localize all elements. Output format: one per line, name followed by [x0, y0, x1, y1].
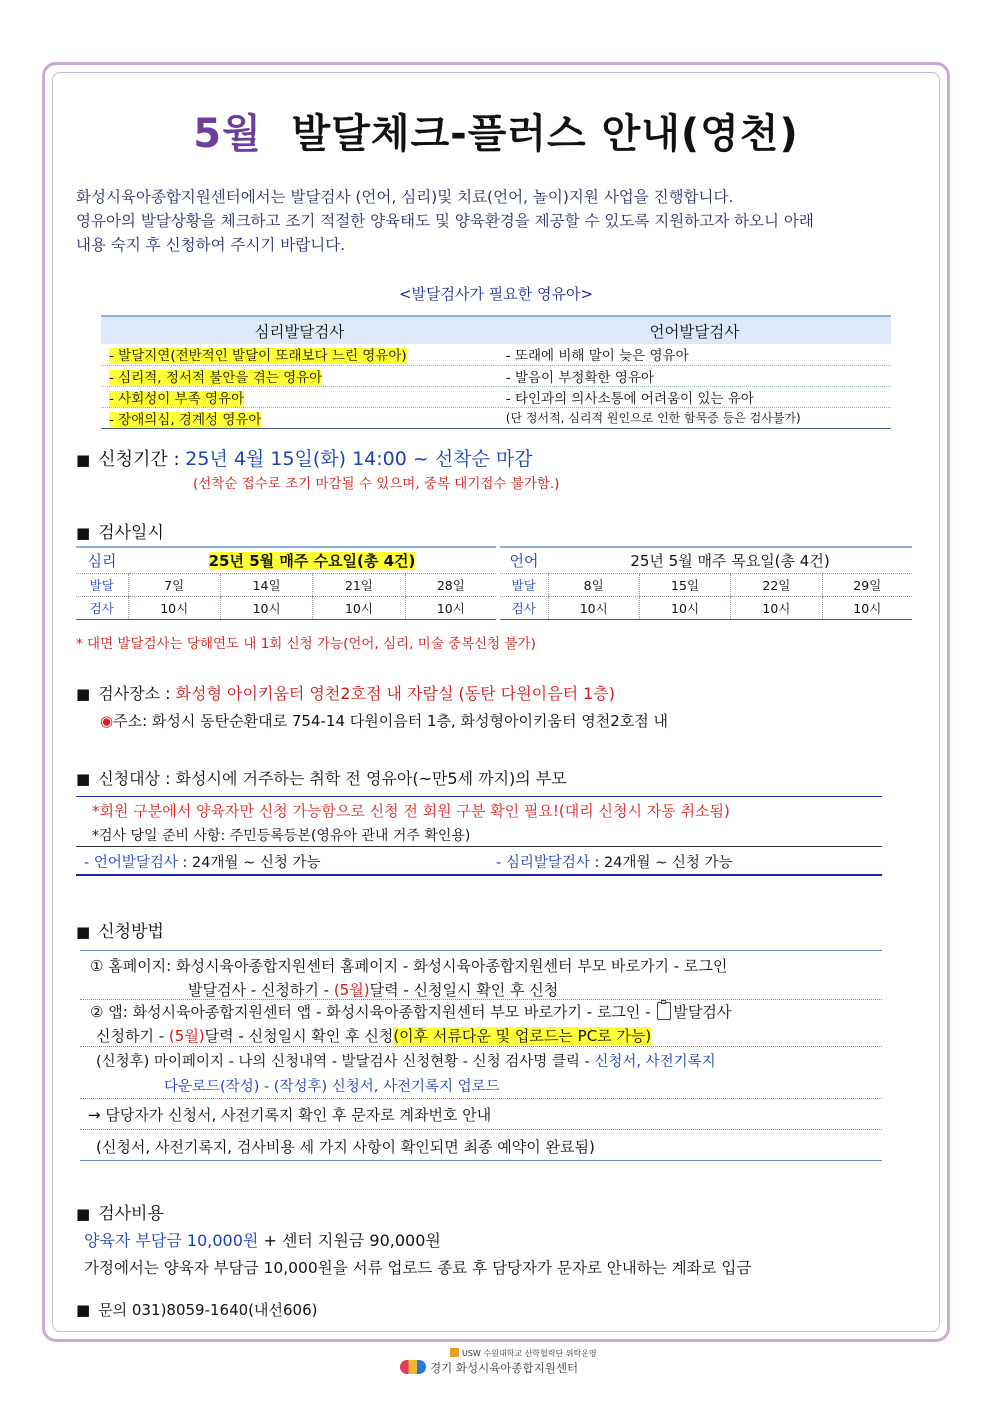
- contact: ■ 문의 031)8059-1640(내선606): [76, 1301, 318, 1319]
- method-line-4: → 담당자가 신청서, 사전기록지 확인 후 문자로 계좌번호 안내: [88, 1106, 492, 1124]
- method-label: ■ 신청방법: [76, 922, 164, 942]
- target-psy: - 심리발달검사 : 24개월 ~ 신청 가능: [496, 855, 733, 871]
- target-prep: *검사 당일 준비 사항: 주민등록등본(영유아 관내 거주 확인용): [92, 828, 471, 844]
- need-lang-4: (단 정서적, 심리적 원인으로 인한 함묵증 등은 검사불가): [498, 407, 891, 428]
- need-lang-1: - 또래에 비해 말이 늦은 영유아: [498, 344, 891, 365]
- method-line-3a: (신청후) 마이페이지 - 나의 신청내역 - 발달검사 신청현황 - 신청 검사명 클릭 - 신청서, 사전기록지: [96, 1054, 716, 1070]
- method-top-rule: [80, 950, 882, 951]
- square-icon: ■: [76, 1205, 91, 1223]
- footer-top: USW 수원대학교 산학협력단 위탁운영: [450, 1348, 597, 1359]
- target-mid-rule: [76, 846, 882, 847]
- target-warning: *회원 구분에서 양육자만 신청 가능함으로 신청 전 회원 구분 확인 필요!(대리 신청시 자동 취소됨): [92, 802, 730, 820]
- page-title: 5월 발달체크-플러스 안내(영천): [193, 111, 799, 157]
- psy-schedule-head: 25년 5월 매주 수요일(총 4건): [208, 551, 416, 570]
- cost-line-1: 양육자 부담금 10,000원 + 센터 지원금 90,000원: [84, 1231, 441, 1250]
- need-psy-2: - 심리적, 정서적 불안을 겪는 영유아: [109, 369, 323, 386]
- apply-period: ■ 신청기간 : 25년 4월 15일(화) 14:00 ~ 선착순 마감: [76, 448, 533, 470]
- lang-schedule-table: 언어 25년 5월 매주 목요일(총 4건) 발달 8일 15일 22일 29일 검사 10시 10시 10시 10시: [500, 546, 912, 620]
- need-heading: <발달검사가 필요한 영유아>: [398, 285, 594, 303]
- need-lang-2: - 발음이 부정확한 영유아: [498, 365, 891, 386]
- lang-schedule-head: 25년 5월 매주 목요일(총 4건): [548, 547, 912, 573]
- method-bottom-rule: [80, 1160, 882, 1161]
- need-lang-3: - 타인과의 의사소통에 어려움이 있는 유아: [498, 386, 891, 407]
- psy-schedule-table: 심리 25년 5월 매주 수요일(총 4건) 발달 7일 14일 21일 28일 검사 10시 10시 10시 10시: [76, 546, 496, 620]
- center-logo-icon: [400, 1360, 426, 1374]
- method-line-5: (신청서, 사전기록지, 검사비용 세 가지 사항이 확인되면 최종 예약이 완료됨): [96, 1138, 595, 1156]
- target-bottom-rule: [76, 874, 882, 876]
- need-psy-4: - 장애의심, 경계성 영유아: [109, 411, 262, 428]
- cost-label: ■ 검사비용: [76, 1204, 164, 1224]
- method-line-1a: ① 홈페이지: 화성시육아종합지원센터 홈페이지 - 화성시육아종합지원센터 부모 바로가기 - 로그인: [90, 957, 728, 975]
- cost-line-2: 가정에서는 양육자 부담금 10,000원을 서류 업로드 종료 후 담당자가 문자로 안내하는 계좌로 입금: [84, 1259, 752, 1277]
- exam-date-label: ■ 검사일시: [76, 523, 164, 543]
- place: ■ 검사장소 : 화성형 아이키움터 영천2호점 내 자람실 (동탄 다원이음터 1층): [76, 684, 615, 703]
- need-table: [101, 315, 891, 429]
- square-icon: ■: [76, 923, 91, 941]
- square-icon: ■: [76, 451, 91, 469]
- need-psy-3: - 사회성이 부족 영유아: [109, 390, 245, 407]
- need-col-psy: 심리발달검사: [101, 316, 498, 344]
- square-icon: ■: [76, 1301, 91, 1319]
- usw-logo-icon: [450, 1348, 459, 1357]
- method-line-2a: ② 앱: 화성시육아종합지원센터 앱 - 화성시육아종합지원센터 부모 바로가기 - 로그인 - 발달검사: [90, 1001, 731, 1022]
- square-icon: ■: [76, 524, 91, 542]
- method-line-3b: 다운로드(작성) - (작성후) 신청서, 사전기록지 업로드: [164, 1079, 500, 1095]
- square-icon: ■: [76, 770, 91, 788]
- square-icon: ■: [76, 685, 91, 703]
- method-line-1b: 발달검사 - 신청하기 - (5월)달력 - 신청일시 확인 후 신청: [188, 981, 559, 999]
- clipboard-icon: [657, 1002, 671, 1020]
- intro-line-2: 영유아의 발달상황을 체크하고 조기 적절한 양육태도 및 양육환경을 제공할 수 있도록 지원하고자 하오니 아래: [76, 212, 814, 230]
- exam-date-note: * 대면 발달검사는 당해연도 내 1회 신청 가능(언어, 심리, 미술 중복신청 불가): [76, 636, 536, 652]
- need-psy-1: - 발달지연(전반적인 발달이 또래보다 느린 영유아): [109, 348, 407, 365]
- radio-icon: ◉: [100, 712, 114, 730]
- need-col-lang: 언어발달검사: [498, 316, 891, 344]
- intro-line-3: 내용 숙지 후 신청하여 주시기 바랍니다.: [76, 236, 346, 254]
- target-lang: - 언어발달검사 : 24개월 ~ 신청 가능: [84, 855, 321, 871]
- target: ■ 신청대상 : 화성시에 거주하는 취학 전 영유아(~만5세 까지)의 부모: [76, 769, 567, 788]
- method-line-2b: 신청하기 - (5월)달력 - 신청일시 확인 후 신청(이후 서류다운 및 업로드는 PC로 가능): [96, 1027, 652, 1045]
- apply-period-note: (선착순 접수로 조기 마감될 수 있으며, 중복 대기접수 불가함.): [193, 476, 560, 492]
- target-top-rule: [76, 796, 882, 797]
- intro-line-1: 화성시육아종합지원센터에서는 발달검사 (언어, 심리)및 치료(언어, 놀이)지원 사업을 진행합니다.: [76, 188, 734, 206]
- footer-bottom: 경기 화성시육아종합지원센터: [400, 1360, 578, 1376]
- place-address: ◉주소: 화성시 동탄순환대로 754-14 다원이음터 1층, 화성형아이키움터 영천2호점 내: [100, 712, 669, 730]
